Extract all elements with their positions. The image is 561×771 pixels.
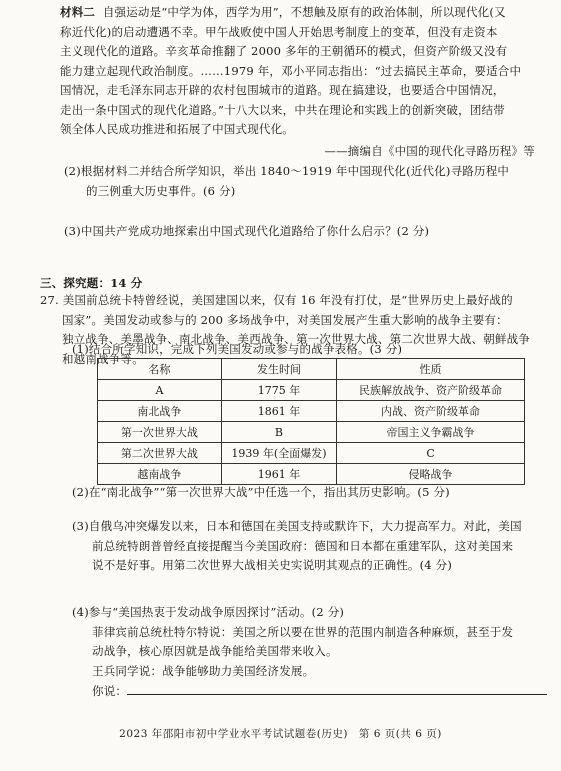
table-cell: 第一次世界大战 bbox=[98, 422, 222, 443]
table-row bbox=[98, 443, 525, 464]
table-row bbox=[98, 380, 525, 401]
table-cell: 帝国主义争霸战争 bbox=[337, 422, 525, 443]
you-say-label: 你说： bbox=[92, 684, 128, 698]
material-2-block bbox=[60, 3, 530, 140]
table-cell: 南北战争 bbox=[98, 401, 222, 422]
question-2-line: (2)根据材料二并结合所学知识，举出 1840～1919 年中国现代化(近代化)寻路历程中 bbox=[64, 164, 510, 178]
table-header-name: 名称 bbox=[98, 359, 222, 380]
table-cell: B bbox=[221, 422, 336, 443]
question-2-line: 的三例重大历史事件。(6 分) bbox=[86, 183, 236, 198]
question-27-sub-1: (1)结合所学知识，完成下列美国发动或参与的战争表格。(3 分) bbox=[72, 342, 403, 356]
answer-blank[interactable] bbox=[127, 681, 547, 695]
table-header-row bbox=[98, 359, 525, 380]
question-27-sub-3-line: 前总统特朗普曾经直接提醒当今美国政府：德国和日本都在重建军队，这对美国来 bbox=[92, 538, 514, 553]
student-statement: 王兵同学说：战争能够助力美国经济发展。 bbox=[92, 663, 315, 678]
page-footer: 2023 年邵阳市初中学业水平考试试题卷(历史) 第 6 页(共 6 页) bbox=[119, 728, 442, 740]
table-row bbox=[98, 401, 525, 422]
material-2-line: 能力建立起现代政治制度。……1979 年，邓小平同志指出：“过去搞民主革命，要适合中 bbox=[60, 63, 522, 78]
material-2-line: 走出一条中国式的现代化道路。”十八大以来，中共在理论和实践上的创新突破，团结带 bbox=[60, 102, 505, 117]
section-3-title: 三、探究题：14 分 bbox=[40, 276, 143, 290]
question-27-line: 国家”。美国发动或参与的 200 多场战争中，对美国发展产生重大影响的战争主要有： bbox=[62, 312, 508, 327]
table-row bbox=[98, 422, 525, 443]
question-27-sub-3-line: (3)自俄乌冲突爆发以来，日本和德国在美国支持或默许下，大力提高军力。对此，美国 bbox=[72, 519, 522, 533]
table-row bbox=[98, 464, 525, 485]
material-2-label: 材料二 bbox=[60, 5, 96, 19]
material-2-line: 领全体人民成功推进和拓展了中国式现代化。 bbox=[60, 122, 294, 136]
table-cell: 1775 年 bbox=[221, 380, 336, 401]
table-cell: 第二次世界大战 bbox=[98, 443, 222, 464]
table-cell: A bbox=[98, 380, 222, 401]
question-27-sub-3 bbox=[72, 517, 522, 576]
table-cell: 越南战争 bbox=[98, 464, 222, 485]
material-2-line: 称近代化)的启动遭遇不幸。甲午战败使中国人开始思考制度上的变革，但没有走资本 bbox=[60, 24, 498, 39]
question-27-line: 独立战争、美墨战争、南北战争、美西战争、第一次世界大战、第二次世界大战、朝鲜战争 bbox=[62, 332, 530, 346]
question-2 bbox=[64, 162, 509, 201]
table-cell: 1939 年(全面爆发) bbox=[221, 443, 336, 464]
material-2-line: 主义现代化的道路。辛亥革命推翻了 2000 多年的王朝循环的模式，但资产阶级又没有 bbox=[60, 44, 508, 58]
question-3: (3)中国共产党成功地探索出中国式现代化道路给了你什么启示？(2 分) bbox=[64, 224, 430, 238]
question-27-sub-2: (2)在“南北战争”“第一次世界大战”中任选一个，指出其历史影响。(5 分) bbox=[72, 485, 450, 499]
quote-line: 动战争，核心原因就是战争能给美国带来收入。 bbox=[92, 644, 338, 658]
material-2-source: ——摘编自《中国的现代化寻路历程》等 bbox=[324, 144, 535, 158]
question-27-line: 和越南战争等。 bbox=[62, 351, 144, 366]
table-cell: C bbox=[337, 443, 525, 464]
quote-line: 菲律宾前总统杜特尔特说：美国之所以要在世界的范围内制造各种麻烦，甚至于发 bbox=[92, 624, 514, 639]
table-cell: 1861 年 bbox=[221, 401, 336, 422]
answer-line-row bbox=[72, 681, 547, 702]
war-table bbox=[97, 358, 525, 485]
question-27-sub-4-title: (4)参与“美国热衷于发动战争原因探讨”活动。(2 分) bbox=[72, 605, 345, 619]
table-header-time: 发生时间 bbox=[221, 359, 336, 380]
question-27-sub-4 bbox=[72, 603, 547, 702]
table-cell: 民族解放战争、资产阶级革命 bbox=[337, 380, 525, 401]
table-cell: 侵略战争 bbox=[337, 464, 525, 485]
material-2-line: 国情况，走毛泽东同志开辟的农村包围城市的道路。现在搞建设，也要适合中国情况， bbox=[60, 83, 505, 97]
question-27-sub-3-line: 说不是好事。用第二次世界大战相关史实说明其观点的正确性。(4 分) bbox=[92, 558, 453, 572]
material-2-line-1: 材料二 自强运动是“中学为体，西学为用”，不想触及原有的政治体制，所以现代化(又 bbox=[60, 5, 506, 19]
table-cell: 1961 年 bbox=[221, 464, 336, 485]
table-header-nature: 性质 bbox=[337, 359, 525, 380]
question-27-line: 27. 美国前总统卡特曾经说，美国建国以来，仅有 16 年没有打仗，是“世界历史上最好战的 bbox=[40, 293, 513, 307]
table-cell: 内战、资产阶级革命 bbox=[337, 401, 525, 422]
